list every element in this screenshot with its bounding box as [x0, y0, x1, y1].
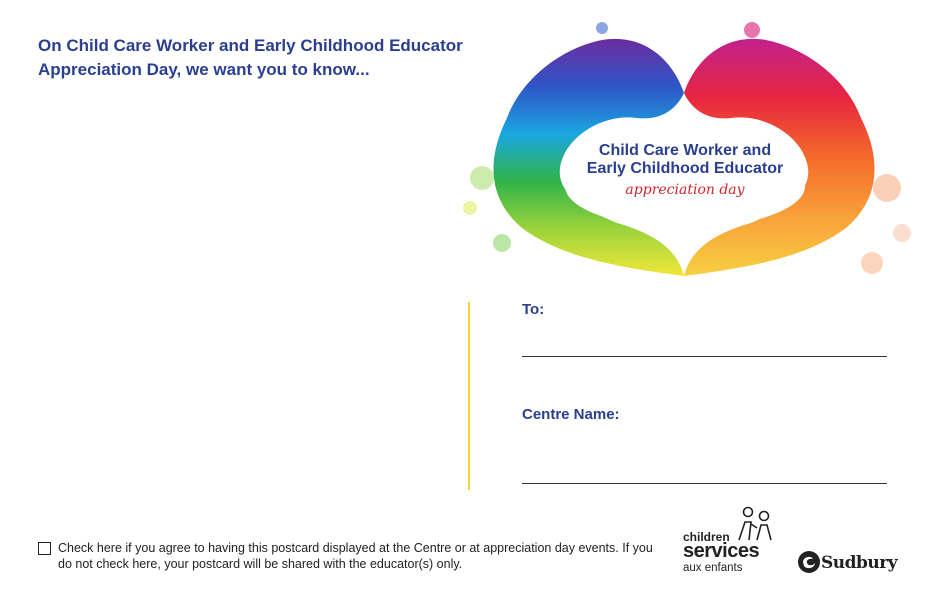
- heart-title-line-2: Early Childhood Educator: [586, 160, 784, 177]
- cs-aux-enfants-text: aux enfants: [683, 562, 743, 574]
- heart-subtitle: appreciation day: [625, 182, 745, 198]
- to-label: To:: [522, 301, 545, 318]
- headline-line-2: Appreciation Day, we want you to know...: [38, 60, 370, 79]
- children-figures-icon: [735, 506, 775, 542]
- to-field-line[interactable]: [522, 356, 887, 357]
- sudbury-logo: [797, 549, 898, 579]
- vertical-divider: [468, 302, 470, 490]
- consent-text: Check here if you agree to having this postcard displayed at the Centre or at appreciation day events. If you do not check here, your postcard will be shared with the educator(s) only.: [58, 541, 653, 571]
- consent-checkbox[interactable]: [38, 542, 51, 555]
- heart-title: [545, 142, 825, 178]
- cs-services-text: services: [683, 540, 760, 562]
- sudbury-swirl-icon: [797, 549, 821, 575]
- centre-name-label: Centre Name:: [522, 406, 620, 423]
- headline: [38, 34, 518, 82]
- centre-name-field-line[interactable]: [522, 483, 887, 484]
- heart-title-line-1: Child Care Worker and: [598, 142, 772, 159]
- headline-line-1: On Child Care Worker and Early Childhood Educator: [38, 36, 463, 55]
- consent-section: [38, 540, 658, 572]
- children-services-logo: [683, 506, 783, 576]
- cs-children-text: children: [683, 530, 730, 544]
- sudbury-wordmark: Sudbury: [821, 553, 898, 573]
